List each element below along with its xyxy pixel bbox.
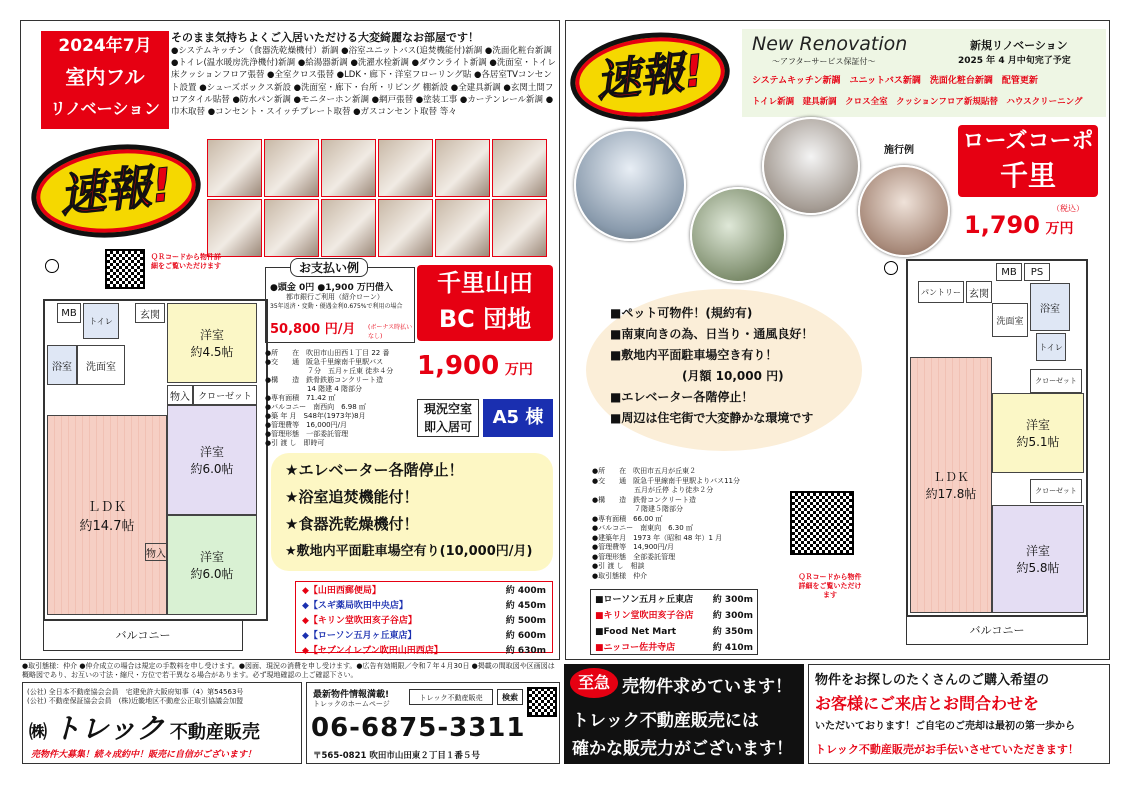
detail-line: ●管理形態 一部委託管理: [265, 430, 349, 438]
property-name-line-1: 千里山田: [437, 269, 533, 297]
search-box[interactable]: [409, 689, 493, 705]
plan-ps: PS: [1024, 263, 1050, 281]
company-block: [22, 682, 302, 764]
plan-storage-2: 物入: [145, 543, 167, 561]
status-line: 現況空室: [423, 402, 472, 416]
plan-toilet: トイレ: [1036, 333, 1066, 361]
renovation-items-1: システムキッチン新調 ユニットバス新調 洗面化粧台新調 配管更新: [752, 76, 1038, 86]
payment-box: [265, 261, 415, 343]
company-slogan: 売物件大募集！続々成約中！販売に自信がございます！: [31, 750, 257, 760]
qr-code[interactable]: [105, 249, 145, 289]
property-name-line-2: BC 団地: [438, 305, 532, 333]
shop-name: ◆【キリン堂吹田亥子谷店】: [302, 616, 417, 626]
web-label: 最新物件情報満載!: [313, 690, 390, 700]
room-photo: [264, 139, 319, 197]
phone-number[interactable]: 06-6875-3311: [311, 713, 526, 743]
property-price: [964, 211, 1074, 239]
qr-code[interactable]: [527, 687, 557, 717]
highlight-item: ★エレベーター各階停止！: [285, 461, 464, 479]
detail-line: ●所 在 吹田市五月が丘東２: [592, 467, 697, 475]
building-photo: [574, 129, 686, 241]
renovation-banner: [742, 29, 1106, 117]
renovation-sub: ～アフターサービス保証付～: [772, 57, 876, 66]
detail-line: ●引 渡 し 相談: [592, 562, 645, 570]
room-photo: [378, 199, 433, 257]
company-address: 〒565-0821 吹田市山田東２丁目１番５号: [313, 751, 480, 761]
room-photo: [321, 199, 376, 257]
highlights-oval: [586, 289, 862, 451]
bath-photo: [858, 165, 950, 257]
shop-row: [595, 640, 753, 656]
shop-name: ◆【セブンイレブン吹田山田西店】: [302, 646, 443, 656]
shop-name: ◆【山田西郵便局】: [302, 586, 381, 596]
right-flyer: [565, 20, 1110, 660]
shop-row: [302, 584, 546, 599]
left-flyer: [20, 20, 560, 660]
price-unit: 万円: [504, 362, 533, 378]
plan-toilet: トイレ: [83, 303, 119, 339]
shop-row: [302, 629, 546, 644]
payment-line-2: 都市銀行ご利用（紹介ローン）: [286, 293, 384, 301]
renovation-features: ●システムキッチン（食器洗乾燥機付）新調 ●浴室ユニットバス(追焚機能付)新調 ●洗面化粧台新調 ●トイレ(温水暖房洗浄機付)新調 ●給湯器新調 ●洗濯水栓新調 ●ダウンライト新調 ●洗面室・トイレ床クッションフロア張替 ●全室クロス張替 ●LDK・廊下・洋室フローリング貼 ●各居室TVコンセント設置 ●シューズボックス新設 ●洗面室・廊下・台所・リビング 棚新設 ●全建具新調 ●玄関土間フロアタイル貼替 ●防水パン新調 ●モニターホン新調 ●網戸張替 ●塗装工事 ●カーテンレール新調 ●巾木取替 ●コンセント・スイッチプレート取替 ●ガスコンセント取替 等々: [171, 46, 556, 118]
highlight-item: ■エレベーター各階停止！: [610, 390, 754, 404]
detail-line: ●管理形態 全部委託管理: [592, 552, 676, 561]
detail-line: ●管理費等 14,900円/月: [592, 543, 674, 551]
plan-balcony: バルコニー: [906, 617, 1088, 645]
highlight-item: ■周辺は住宅街で大変静かな環境です: [610, 411, 814, 425]
parking-photo: [690, 187, 786, 283]
shop-row: [595, 608, 753, 624]
highlight-item: ★食器洗乾燥機付！: [285, 515, 419, 533]
detail-line: ●専有面積 66.00 ㎡: [592, 514, 663, 523]
payment-title: お支払い例: [290, 258, 368, 277]
property-name-line-2: 千里: [999, 159, 1056, 192]
shop-distance: 約 400m: [505, 586, 546, 596]
sokuho-badge: [566, 25, 734, 129]
web-sub: トレックのホームページ: [313, 700, 390, 708]
highlight-item: (月額 10,000 円): [610, 369, 784, 383]
highlight-item: ■ペット可物件！(規約有): [610, 306, 753, 320]
room-photo: [264, 199, 319, 257]
plan-mb: MB: [57, 303, 81, 323]
plan-closet: クローゼット: [1030, 369, 1082, 393]
plan-bath: 浴室: [1030, 283, 1070, 331]
sokuho-badge: [27, 136, 206, 245]
plan-storage: 物入: [167, 385, 193, 405]
property-details: [265, 349, 415, 448]
highlight-item: ■敷地内平面駐車場空き有り！: [610, 348, 778, 362]
shop-name: ■ニッコー佐井寺店: [595, 643, 676, 653]
renovation-items-2: トイレ新調 建具新調 クロス全室 クッションフロア新規貼替 ハウスクリーニング: [752, 97, 1083, 107]
tax-label: （税込）: [1052, 204, 1084, 213]
example-label: 施行例: [884, 145, 914, 156]
plan-washroom: 洗面室: [77, 345, 125, 385]
customer-ad: [808, 664, 1110, 764]
urgent-badge: 至急: [570, 668, 618, 698]
shop-distance: 約 410m: [712, 643, 753, 653]
ad-line-4: トレック不動産販売がお手伝いさせていただきます！: [815, 743, 1079, 756]
detail-line: ●引 渡 し 即時可: [265, 439, 325, 447]
compass-icon: [884, 261, 898, 275]
compass-icon: [45, 259, 59, 273]
property-details: [592, 467, 802, 581]
detail-line: ●築 年 月 S48年(1973年)8月: [265, 412, 366, 420]
detail-line: ●交 通 阪急千里線南千里駅よりバス11分: [592, 476, 741, 485]
shop-name: ◆【スギ薬局吹田中央店】: [302, 601, 408, 611]
company-logo: [29, 707, 260, 747]
status-line: 即入居可: [423, 420, 472, 434]
detail-line: ７階建５階部分: [592, 505, 683, 513]
vacancy-status: [417, 399, 479, 437]
shop-name: ■ローソン五月ヶ丘東店: [595, 595, 694, 605]
detail-line: 五月が丘停 より徒歩２分: [592, 486, 714, 494]
badge-line-3: リノベーション: [49, 99, 161, 118]
shop-distance: 約 300m: [712, 595, 753, 605]
room-photo: [207, 199, 262, 257]
price-unit: 万円: [1045, 221, 1074, 237]
urgent-line-2: 確かな販売力がございます！: [572, 739, 793, 759]
renovation-headline: そのまま気持ちよくご入居いただける大変綺麗なお部屋です！: [171, 31, 479, 44]
plan-bath: 浴室: [47, 345, 77, 385]
search-box-text: トレック不動産販売: [419, 694, 483, 702]
urgent-block: [564, 664, 804, 764]
shop-distance: 約 300m: [712, 611, 753, 621]
plan-genkan: 玄関: [135, 303, 165, 323]
shop-row: [302, 599, 546, 614]
nearby-shops: [590, 589, 758, 655]
detail-line: ●構 造 鉄骨鉄筋コンクリート造: [265, 376, 383, 384]
search-button[interactable]: 検索: [497, 689, 523, 705]
plan-closet: クローゼット: [193, 385, 257, 405]
detail-line: ７分 五月ヶ丘東 徒歩４分: [265, 367, 394, 375]
company-suffix: 不動産販売: [169, 722, 260, 743]
detail-line: ●建築年月 1973 年（昭和 48 年）1 月: [592, 533, 723, 542]
property-name: [958, 125, 1098, 197]
kitchen-photo: [762, 117, 860, 215]
payment-line-3: 35年返済・変動・優遇金利0.675%で利用の場合: [270, 303, 403, 310]
plan-ldk: ＬＤＫ 約14.7帖: [47, 415, 167, 615]
contact-block: [306, 682, 560, 764]
property-price: [417, 351, 533, 381]
property-name: [417, 265, 553, 341]
room-photo: [435, 139, 490, 197]
detail-line: ●交 通 阪急千里線南千里駅バス: [265, 358, 384, 366]
company-prefix: ㈱: [29, 722, 47, 743]
company-name: トレック: [52, 712, 165, 745]
shop-row: [595, 624, 753, 640]
plan-washroom: 洗面室: [992, 303, 1028, 337]
shop-distance: 約 630m: [505, 646, 546, 656]
room-photo: [207, 139, 262, 197]
qr-note: ＱＲコードから物件詳細をご覧いただけます: [151, 253, 221, 271]
room-photo: [492, 199, 547, 257]
highlight-item: ★浴室追焚機能付！: [285, 488, 419, 506]
detail-line: 14 階建 4 階部分: [265, 385, 363, 393]
ad-line-2: お客様にご来店とお問合わせを: [815, 694, 1040, 713]
plan-room-2: 洋室 約5.8帖: [992, 505, 1084, 613]
detail-line: ●構 造 鉄骨コンクリート造: [592, 495, 696, 504]
sokuho-text: 速報!: [56, 157, 175, 223]
footer-note: ●取引態様：仲介 ●仲介成立の場合は規定の手数料を申し受けます。●図面、現況の消費を申し受けます。●広告有効期限／令和７年４月30日 ●掲載の間取図や区画図は概略図であり、お互いの寸法・縮尺・方位で若干異なる場合があります。必ず現地確認の上ご確認下さい。: [22, 662, 555, 679]
highlight-item: ■南東向きの為、日当り・通風良好！: [610, 327, 814, 341]
urgent-line-1: トレック不動産販売には: [572, 711, 759, 731]
detail-line: ●取引態様 仲介: [592, 571, 648, 580]
highlights-box: [271, 453, 553, 571]
room-photo: [435, 199, 490, 257]
detail-line: ●所 在 吹田市山田西１丁目 22 番: [265, 349, 390, 357]
assoc-line-2: (公社) 不動産保証協会会員 (株)近畿地区不動産公正取引協議会加盟: [27, 697, 244, 705]
shop-distance: 約 500m: [505, 616, 546, 626]
plan-room-2: 洋室 約6.0帖: [167, 405, 257, 515]
payment-line-1: ●頭金 0円 ●1,900 万円借入: [270, 283, 393, 293]
property-name-line-1: ローズコーポ: [962, 129, 1094, 154]
ad-line-3: いただいております！ご自宅のご売却は最初の第一歩から: [815, 721, 1075, 732]
shop-distance: 約 600m: [505, 631, 546, 641]
detail-line: ●管理費等 16,000円/月: [265, 421, 347, 429]
sokuho-text: 速報!: [593, 45, 707, 108]
plan-room-1: 洋室 約5.1帖: [992, 393, 1084, 473]
detail-line: ●バルコニー 南東向 6.30 ㎡: [592, 524, 693, 532]
price-value: 1,790: [964, 211, 1040, 239]
room-photo: [321, 139, 376, 197]
plan-ldk: ＬＤＫ 約17.8帖: [910, 357, 992, 613]
ad-line-1: 物件をお探しのたくさんのご購入希望の: [815, 673, 1050, 688]
assoc-line-1: (公社) 全日本不動産協会会員 宅建免許大阪府知事（4）第54563号: [27, 688, 244, 696]
plan-balcony: バルコニー: [43, 621, 243, 651]
shop-row: [302, 614, 546, 629]
plan-pantry: パントリー: [918, 281, 964, 303]
renovation-title: New Renovation: [752, 33, 908, 55]
plan-genkan: 玄関: [966, 281, 992, 303]
new-renovation-label: 新規リノベーション: [970, 39, 1068, 52]
shop-name: ◆【ローソン五月ヶ丘東店】: [302, 631, 417, 641]
detail-line: ●バルコニー 南西向 6.98 ㎡: [265, 403, 366, 411]
shop-distance: 約 350m: [712, 627, 753, 637]
plan-mb: MB: [996, 263, 1022, 281]
highlight-item: ★敷地内平面駐車場空有り(10,000円/月): [285, 544, 533, 559]
building-badge: A5 棟: [483, 399, 553, 437]
badge-line-2: 室内フル: [65, 65, 145, 89]
shop-name: ■キリン堂吹田亥子谷店: [595, 611, 694, 621]
shop-name: ■Food Net Mart: [595, 627, 677, 637]
plan-closet-2: クローゼット: [1030, 479, 1082, 503]
renovation-badge: [41, 31, 169, 129]
detail-line: ●専有面積 71.42 ㎡: [265, 394, 336, 402]
completion-date: 2025 年 4 月中旬完了予定: [958, 56, 1071, 66]
qr-note: ＱＲコードから物件詳細をご覧いただけます: [798, 573, 862, 600]
shop-row: [302, 644, 546, 659]
urgent-title: 売物件求めています！: [622, 677, 792, 697]
plan-room-3: 洋室 約6.0帖: [167, 515, 257, 615]
qr-code[interactable]: [790, 491, 854, 555]
room-photo: [492, 139, 547, 197]
nearby-shops: [295, 581, 553, 656]
room-photo: [378, 139, 433, 197]
payment-note: (ボーナス時払いなし): [368, 324, 413, 340]
badge-line-1: 2024年7月: [58, 36, 152, 56]
payment-amount: 50,800 円/月: [270, 322, 356, 337]
plan-room-1: 洋室 約4.5帖: [167, 303, 257, 383]
shop-distance: 約 450m: [505, 601, 546, 611]
price-value: 1,900: [417, 351, 500, 381]
shop-row: [595, 592, 753, 608]
